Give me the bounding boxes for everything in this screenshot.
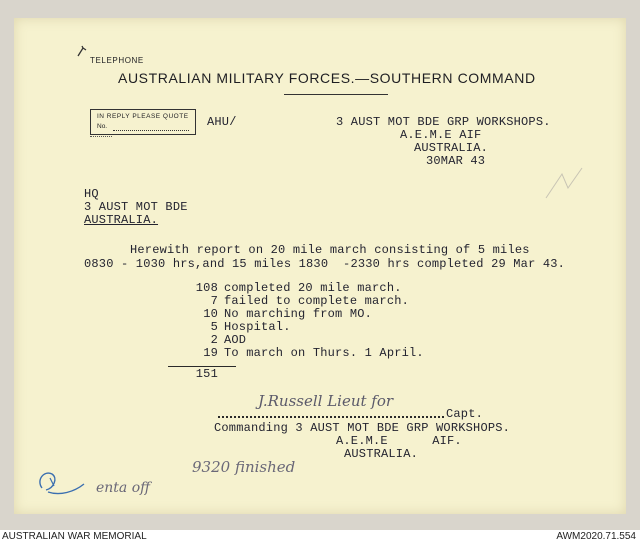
tally-text: failed to complete march. [224,294,410,308]
quote-number-line [113,123,189,131]
document-page [14,18,626,514]
sender-line-1: 3 AUST MOT BDE GRP WORKSHOPS. [336,115,551,129]
sender-line-3: AUSTRALIA. [414,141,489,155]
tally-count: 108 [195,281,218,295]
pencil-note: enta off [96,480,151,496]
tally-count: 19 [203,346,218,360]
quote-dots [90,136,112,137]
tally-text: Hospital. [224,320,291,334]
tally-text: No marching from MO. [224,307,373,321]
signature-line-3: AUSTRALIA. [344,447,419,461]
reference-code: AHU/ [207,115,237,129]
tally-count: 5 [210,320,218,334]
body-line-1: Herewith report on 20 mile march consisting of 5 miles [130,243,530,257]
signature-line-1: Commanding 3 AUST MOT BDE GRP WORKSHOPS. [214,421,511,435]
quote-number-label: No. [97,123,108,130]
tally-text: AOD [224,333,247,347]
signature-line-2: A.E.M.E AIF. [336,434,462,448]
tally-total: 151 [195,367,218,381]
faint-pencil-mark-icon [538,158,588,208]
tally-text: completed 20 mile march. [224,281,402,295]
addressee-line-3: AUSTRALIA. [84,213,159,227]
quote-label: IN REPLY PLEASE QUOTE [97,113,189,120]
archive-name: AUSTRALIAN WAR MEMORIAL [2,531,147,542]
archive-footer [0,530,640,544]
letterhead-title: AUSTRALIAN MILITARY FORCES.—SOUTHERN COMMAND [118,70,536,86]
sender-line-2: A.E.M.E AIF [400,128,482,142]
tally-count: 2 [210,333,218,347]
archive-accession-number: AWM2020.71.554 [556,531,636,542]
letter-date: 30MAR 43 [426,154,486,168]
reply-quote-box [90,109,196,135]
signature-line [218,416,444,418]
tally-count: 10 [203,307,218,321]
letterhead-rule [284,94,388,95]
addressee-line-2: 3 AUST MOT BDE [84,200,188,214]
handwritten-signature: J.Russell Lieut for [258,392,394,410]
telephone-label: TELEPHONE [90,56,144,65]
blue-ink-mark-icon [34,462,90,502]
tally-count: 7 [210,294,218,308]
signature-rank: Capt. [446,407,484,421]
body-line-2: 0830 - 1030 hrs,and 15 miles 1830 -2330 hrs completed 29 Mar 43. [84,257,566,271]
tally-text: To march on Thurs. 1 April. [224,346,424,360]
addressee-line-1: HQ [84,187,99,201]
pencil-note: 9320 finished [192,458,296,476]
